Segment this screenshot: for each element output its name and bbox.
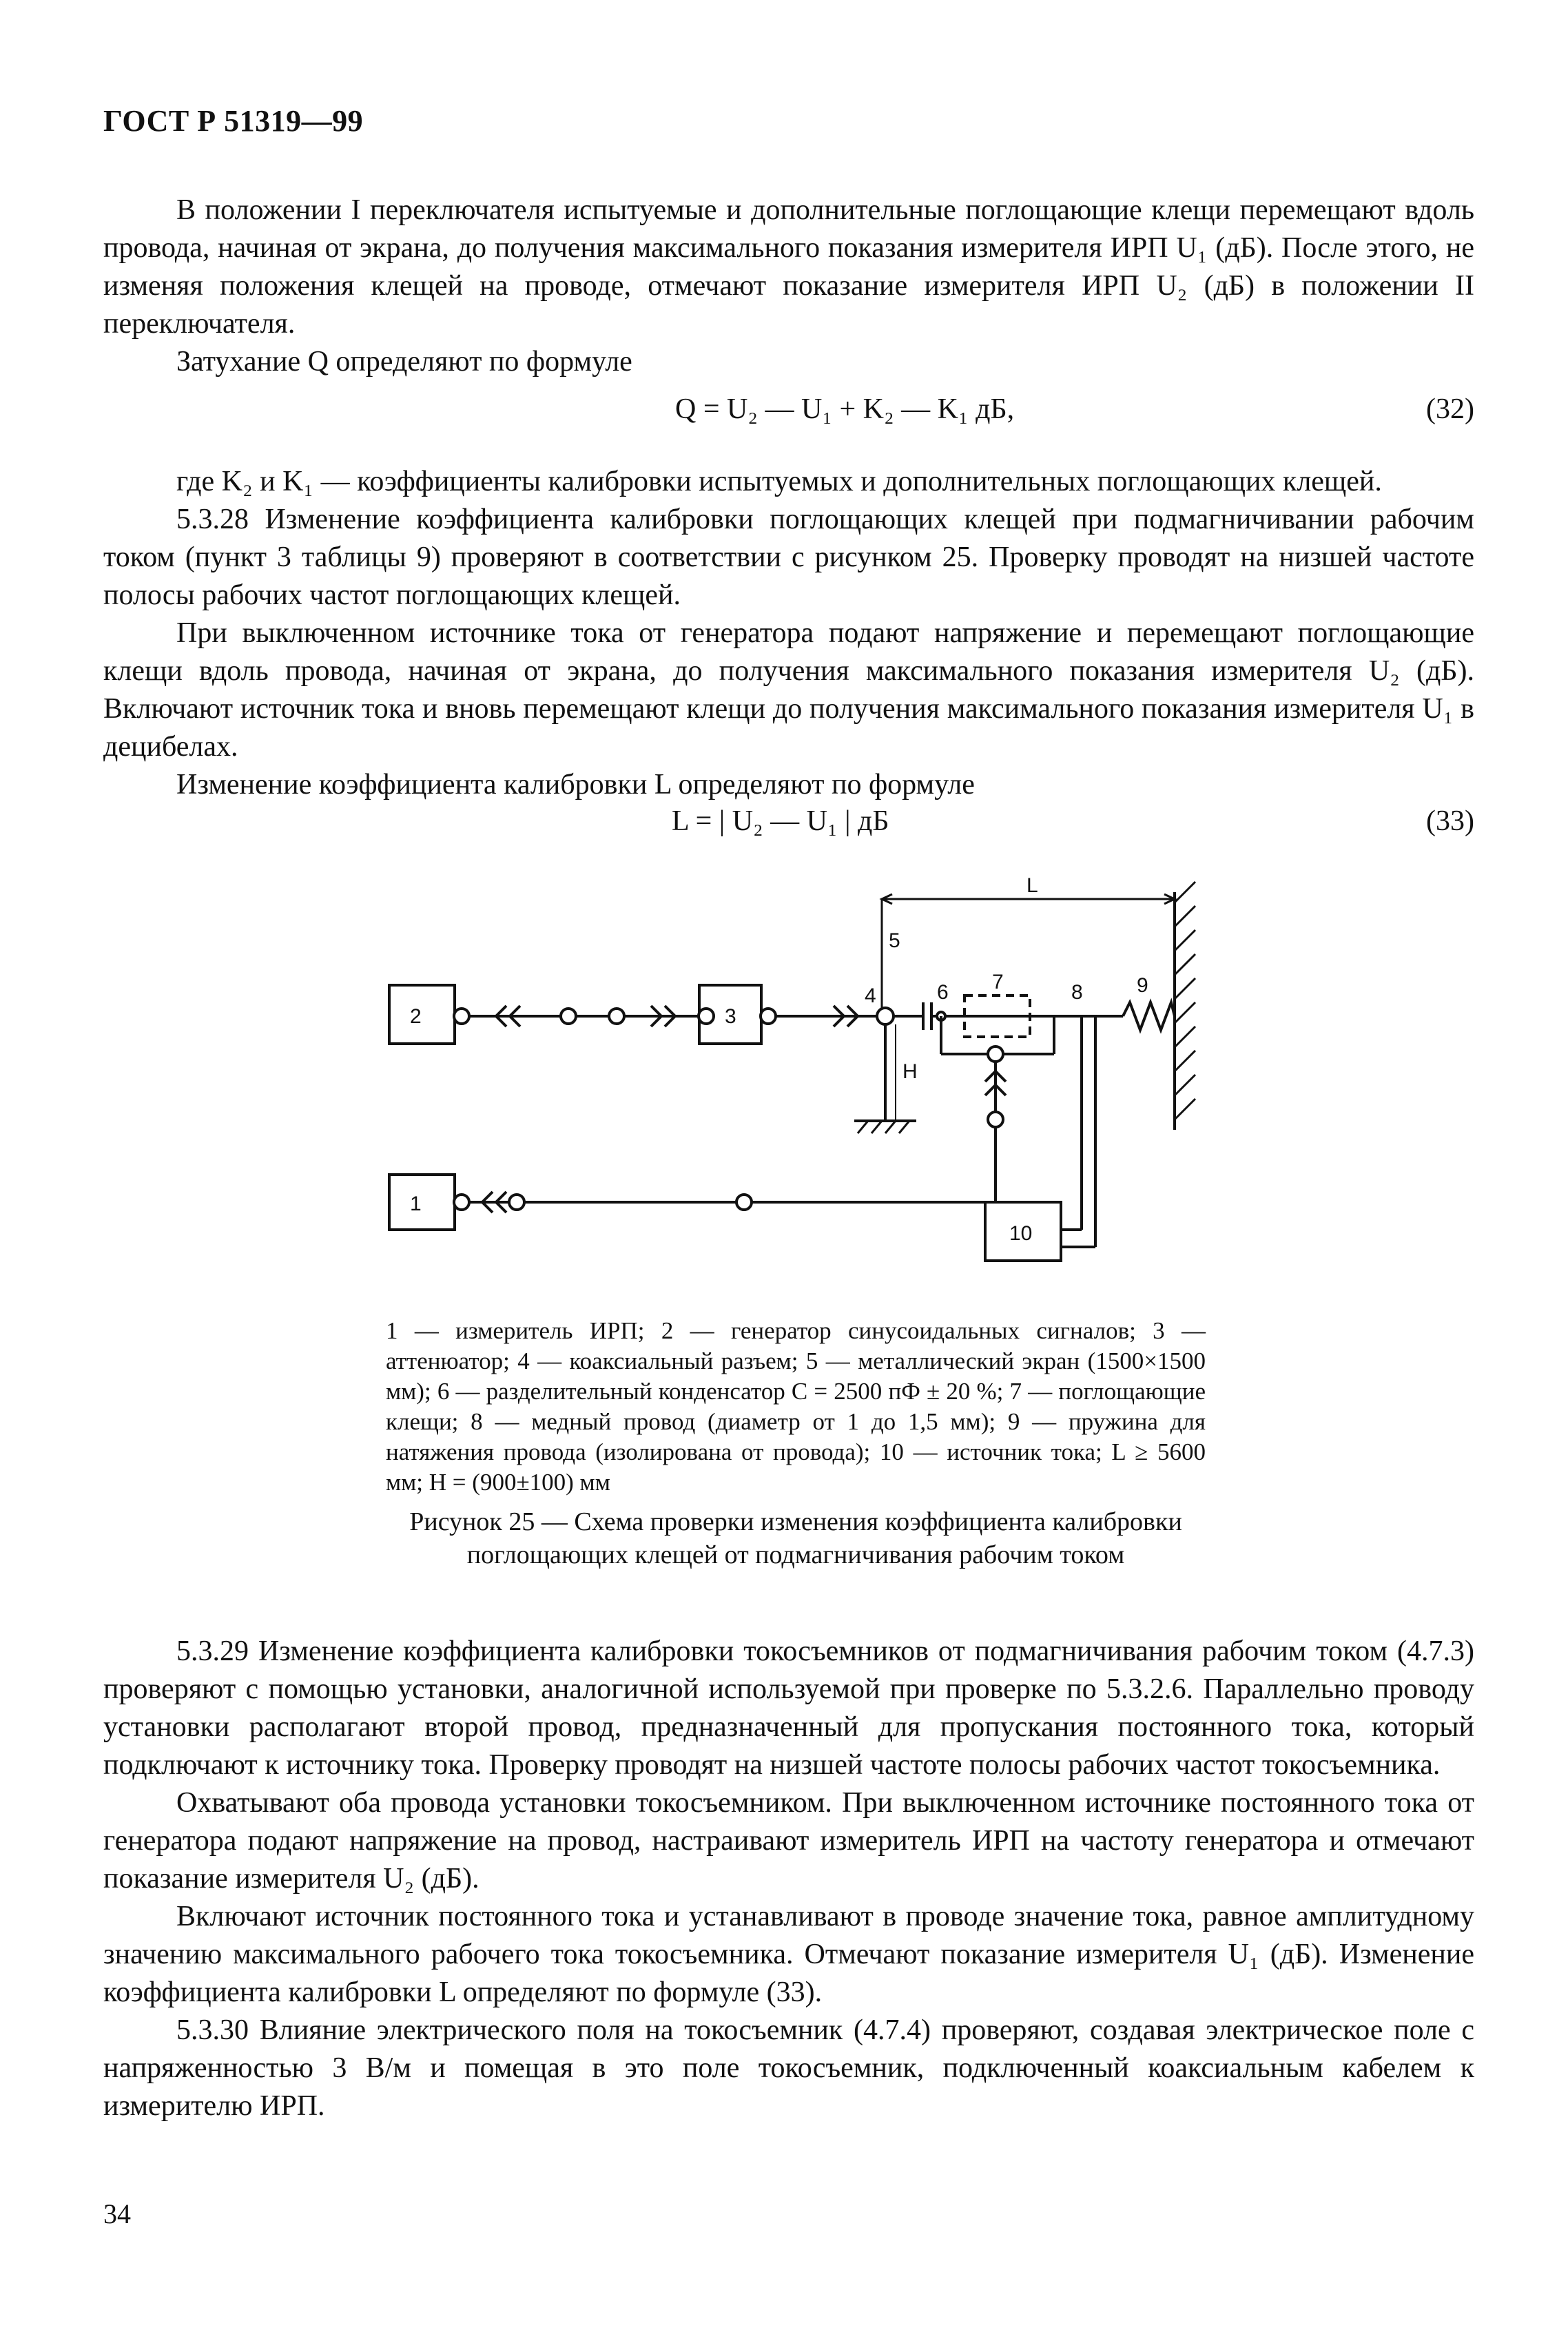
label-9: 9 bbox=[1137, 974, 1148, 997]
paragraph: Включают источник постоянного тока и устанавливают в проводе значение тока, равное амплитудному значению максимального рабочего тока токосъемника. Отмечают показание измерителя U₁ (дБ). Изменение коэффициента калибровки L определяют по формуле (33). bbox=[103, 1901, 1474, 2008]
formula-33: L = | U₂ — U₁ | дБ bbox=[672, 805, 889, 837]
standard-title: ГОСТ Р 51319—99 bbox=[103, 104, 364, 138]
paragraph: Изменение коэффициента калибровки L определяют по формуле bbox=[176, 769, 975, 801]
paragraph: 5.3.28 Изменение коэффициента калибровки поглощающих клещей при подмагничивании рабочим током (пункт 3 таблицы 9) проверяют в соответствии с рисунком 25. Проверку проводят на низшей частоте полосы рабочих частот поглощающих клещей. bbox=[103, 504, 1474, 611]
box-generator bbox=[389, 985, 455, 1044]
paragraph: где K₂ и K₁ — коэффициенты калибровки испытуемых и дополнительных поглощающих клещей. bbox=[176, 466, 1382, 497]
label-3: 3 bbox=[725, 1005, 736, 1028]
connector-circle bbox=[736, 1195, 752, 1210]
figure-caption: Рисунок 25 — Схема проверки изменения коэффициента калибровки поглощающих клещей от подмагничивания рабочим током bbox=[409, 1507, 1182, 1569]
connector-circle bbox=[609, 1009, 624, 1024]
connector-circle bbox=[699, 1009, 714, 1024]
connector-circle bbox=[988, 1112, 1003, 1127]
label-7: 7 bbox=[992, 971, 1004, 993]
figure-25-schematic bbox=[372, 871, 1240, 1285]
box-meter bbox=[389, 1175, 455, 1230]
connector-circle bbox=[761, 1009, 776, 1024]
formula-32-row bbox=[103, 393, 1474, 434]
dimension-L-label: L bbox=[1027, 874, 1038, 897]
top-text-block bbox=[103, 192, 1474, 381]
equation-number-32: (32) bbox=[1426, 393, 1474, 425]
paragraph: 5.3.29 Изменение коэффициента калибровки токосъемников от подмагничивания рабочим током (4.7.3) проверяют с помощью установки, аналогичной используемой при проверке по 5.3.2.6. Параллельно проводу установки располагают второй провод, предназначенный для пропускания постоянного тока, который подключают к источнику тока. Проверку проводят на низшей частоте полосы рабочих частот токосъемника. bbox=[103, 1635, 1474, 1781]
ground-hatching bbox=[858, 1121, 909, 1133]
formula-33-row bbox=[103, 805, 1474, 846]
label-1: 1 bbox=[410, 1193, 422, 1215]
middle-text-block bbox=[103, 463, 1474, 804]
paragraph: При выключенном источнике тока от генератора подают напряжение и перемещают поглощающие клещи вдоль провода, начиная от экрана, до получения максимального показания измерителя U₂ (дБ). Включают источник тока и вновь перемещают клещи до получения максимального показания измерителя U₁ в децибелах. bbox=[103, 617, 1474, 763]
paragraph: 5.3.30 Влияние электрического поля на токосъемник (4.7.4) проверяют, создавая электрическое поле с напряженностью 3 В/м и помещая в это поле токосъемник, подключенный коаксиальным кабелем к измерителю ИРП. bbox=[103, 2014, 1474, 2122]
wall-hatching bbox=[1175, 882, 1195, 1119]
label-2: 2 bbox=[410, 1005, 422, 1028]
bottom-text-block bbox=[103, 1633, 1474, 2125]
spring bbox=[1123, 1002, 1175, 1030]
dimension-H-label: H bbox=[902, 1060, 918, 1083]
label-6: 6 bbox=[937, 981, 949, 1004]
connector-circle bbox=[561, 1009, 576, 1024]
equation-number-33: (33) bbox=[1426, 805, 1474, 837]
connector-circle bbox=[509, 1195, 524, 1210]
page-number: 34 bbox=[103, 2198, 131, 2229]
figure-legend: 1 — измеритель ИРП; 2 — генератор синусоидальных сигналов; 3 — аттенюатор; 4 — коаксиальный разъем; 5 — металлический экран (1500×1500 мм); 6 — разделительный конденсатор C = 2500 пФ ± 20 %; 7 — поглощающие клещи; 8 — медный провод (диаметр от 1 до 1,5 мм); 9 — пружина для натяжения провода (изолирована от провода); 10 — источник тока; L ≥ 5600 мм; H = (900±100) мм bbox=[386, 1317, 1206, 1496]
formula-32: Q = U₂ — U₁ + K₂ — K₁ дБ, bbox=[675, 393, 1015, 425]
connector-circle bbox=[454, 1009, 469, 1024]
clamp-connector bbox=[988, 1046, 1003, 1062]
label-4: 4 bbox=[865, 984, 876, 1007]
label-10: 10 bbox=[1009, 1222, 1033, 1245]
label-5: 5 bbox=[889, 929, 900, 952]
paragraph: Охватывают оба провода установки токосъемником. При выключенном источнике постоянного тока от генератора подают напряжение на провод, настраивают измеритель ИРП на частоту генератора и отмечают показание измерителя U₂ (дБ). bbox=[103, 1787, 1474, 1895]
connector-circle bbox=[454, 1195, 469, 1210]
paragraph: В положении I переключателя испытуемые и дополнительные поглощающие клещи перемещают вдоль провода, начиная от экрана, до получения максимального показания измерителя ИРП U₁ (дБ). После этого, не изменяя положения клещей на проводе, отмечают показание измерителя ИРП U₂ (дБ) в положении II переключателя. bbox=[103, 194, 1474, 340]
paragraph: Затухание Q определяют по формуле bbox=[176, 346, 632, 378]
label-8: 8 bbox=[1071, 981, 1083, 1004]
coax-connector-4 bbox=[877, 1008, 894, 1024]
